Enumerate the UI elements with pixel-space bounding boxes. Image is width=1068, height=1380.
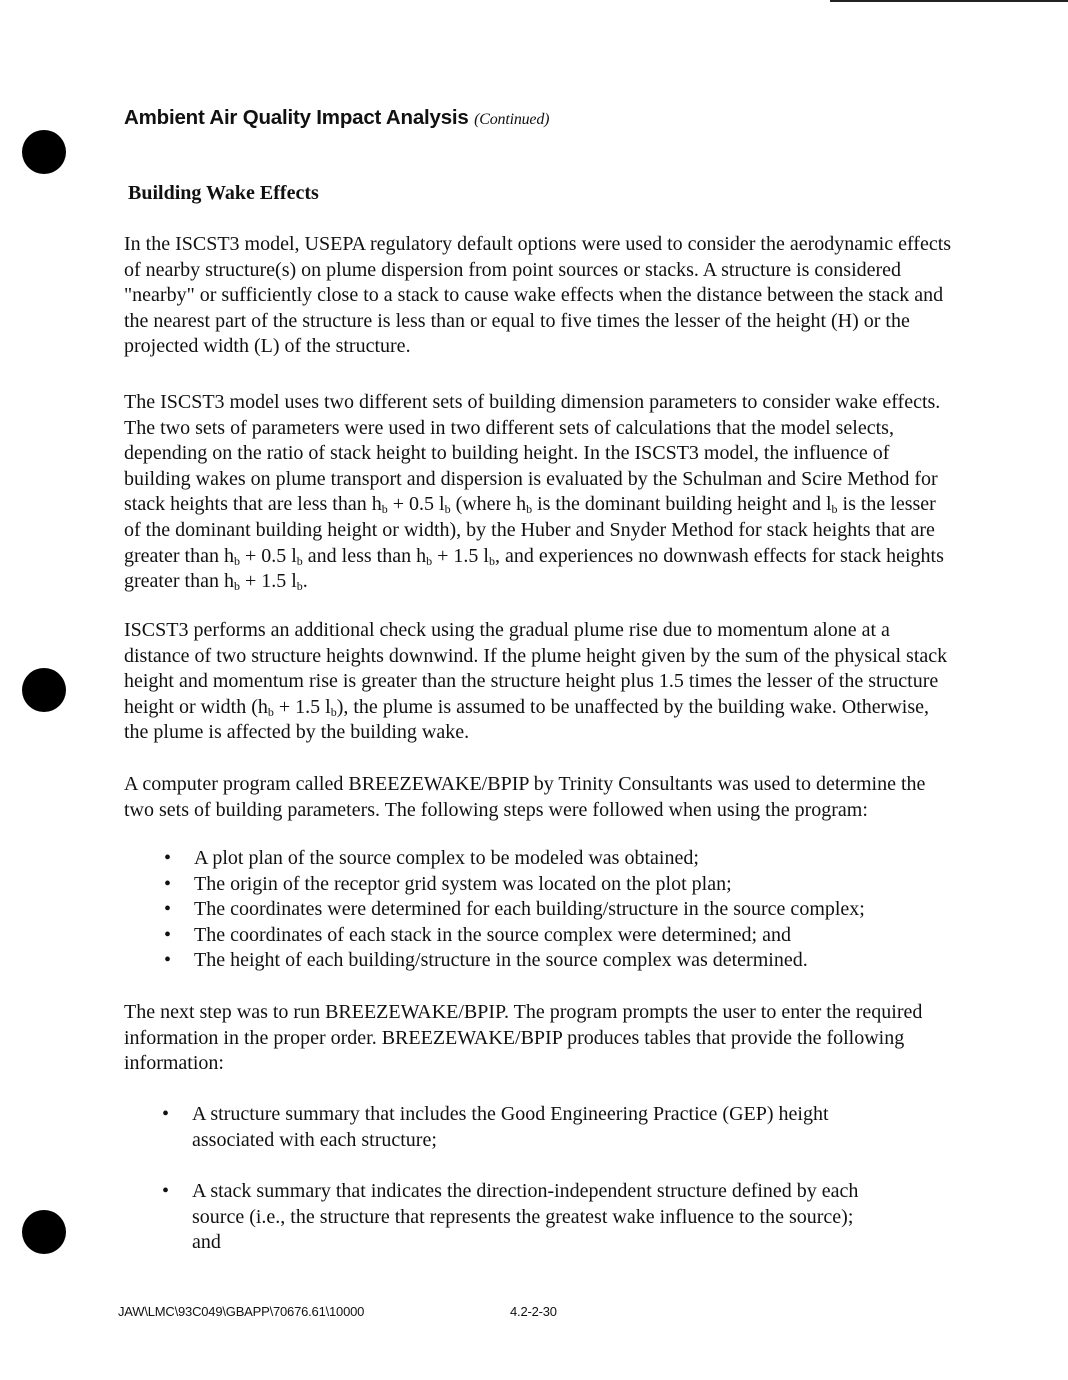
paragraph-additional-check	[124, 618, 956, 746]
scan-edge-line	[830, 0, 1068, 2]
text-run: , and experiences no downwash effects for stack heights greater than h	[124, 544, 944, 593]
subscript: b	[330, 704, 337, 719]
list-item: • The origin of the receptor grid system was located on the plot plan;	[164, 872, 964, 898]
text-run: is the dominant building height and l	[532, 493, 832, 516]
subscript: b	[381, 502, 388, 517]
text-run: is the lesser of the dominant building height or width), by the Huber and Snyder Method for stack heights that are greater than h	[124, 493, 936, 567]
list-item: • The height of each building/structure in the source complex was determined.	[164, 948, 964, 974]
text-run: ), the plume is assumed to be unaffected by the building wake. Otherwise, the plume is affected by the building wake.	[124, 695, 929, 744]
list-item: • The coordinates were determined for each building/structure in the source complex;	[164, 897, 964, 923]
outputs-list	[162, 1102, 882, 1256]
text-run: + 1.5 l	[432, 544, 489, 567]
punch-hole-top	[22, 130, 66, 174]
paragraph-iscst3-defaults: In the ISCST3 model, USEPA regulatory default options were used to consider the aerodynamic effects of nearby structure(s) on plume dispersion from point sources or stacks. A structure is considered "nearby" or sufficiently close to a stack to cause wake effects when the distance between the stack and the nearest part of the structure is less than or equal to five times the lesser of the height (H) or the projected width (L) of the structure.	[124, 233, 952, 358]
steps-list	[164, 846, 964, 974]
subscript: b	[426, 553, 433, 568]
subscript: b	[267, 704, 274, 719]
subscript: b	[526, 502, 533, 517]
list-item: • A plot plan of the source complex to be modeled was obtained;	[164, 846, 964, 872]
subscript: b	[233, 579, 240, 594]
subscript: b	[488, 553, 495, 568]
document-header	[124, 106, 956, 130]
list-item: • A stack summary that indicates the direction-independent structure defined by each source (i.e., the structure that represents the greatest wake influence to the source); and	[162, 1179, 882, 1256]
header-continued: (Continued)	[474, 111, 550, 128]
paragraph-breezewake-intro: A computer program called BREEZEWAKE/BPIP by Trinity Consultants was used to determine the two sets of building parameters. The following steps were followed when using the program:	[124, 773, 926, 821]
subscript: b	[233, 553, 240, 568]
text-run: + 1.5 l	[239, 570, 297, 593]
text-run: + 0.5 l	[387, 493, 445, 516]
text-run: and less than h	[302, 544, 427, 567]
text-run: + 0.5 l	[239, 544, 297, 567]
footer-page-number: 4.2-2-30	[510, 1304, 557, 1319]
subscript: b	[296, 579, 303, 594]
document-page	[124, 106, 956, 1254]
footer-path: JAW\LMC\93C049\GBAPP\70676.61\10000	[118, 1304, 365, 1319]
punch-hole-middle	[22, 668, 66, 712]
text-run: ISCST3 performs an additional check using the gradual plume rise due to momentum alone at a distance of two structure heights downwind. If the plume height given by the sum of the physical stack height and momentum rise is greater than the structure height plus 1.5 times the lesser of the structure height or width (h	[124, 619, 948, 718]
section-heading: Building Wake Effects	[128, 182, 319, 204]
text-run: + 1.5 l	[273, 695, 331, 718]
subscript: b	[831, 502, 838, 517]
list-item: • A structure summary that includes the Good Engineering Practice (GEP) height associated with each structure;	[162, 1102, 882, 1153]
paragraph-building-dimensions	[124, 390, 956, 595]
header-title: Ambient Air Quality Impact Analysis	[124, 106, 469, 129]
text-run: The ISCST3 model uses two different sets of building dimension parameters to consider wake effects. The two sets of parameters were used in two different sets of calculations that the model selects, depending on the ratio of stack height to building height. In the ISCST3 model, the influence of building wakes on plume transport and dispersion is evaluated by the Schulman and Scire Method for stack heights that are less than h	[124, 391, 941, 516]
paragraph-next-step: The next step was to run BREEZEWAKE/BPIP. The program prompts the user to enter the required information in the proper order. BREEZEWAKE/BPIP produces tables that provide the following information:	[124, 1001, 923, 1075]
text-run: .	[302, 570, 308, 593]
subscript: b	[444, 502, 451, 517]
subscript: b	[296, 553, 303, 568]
punch-hole-bottom	[22, 1210, 66, 1254]
list-item: • The coordinates of each stack in the source complex were determined; and	[164, 923, 964, 949]
text-run: (where h	[450, 493, 527, 516]
